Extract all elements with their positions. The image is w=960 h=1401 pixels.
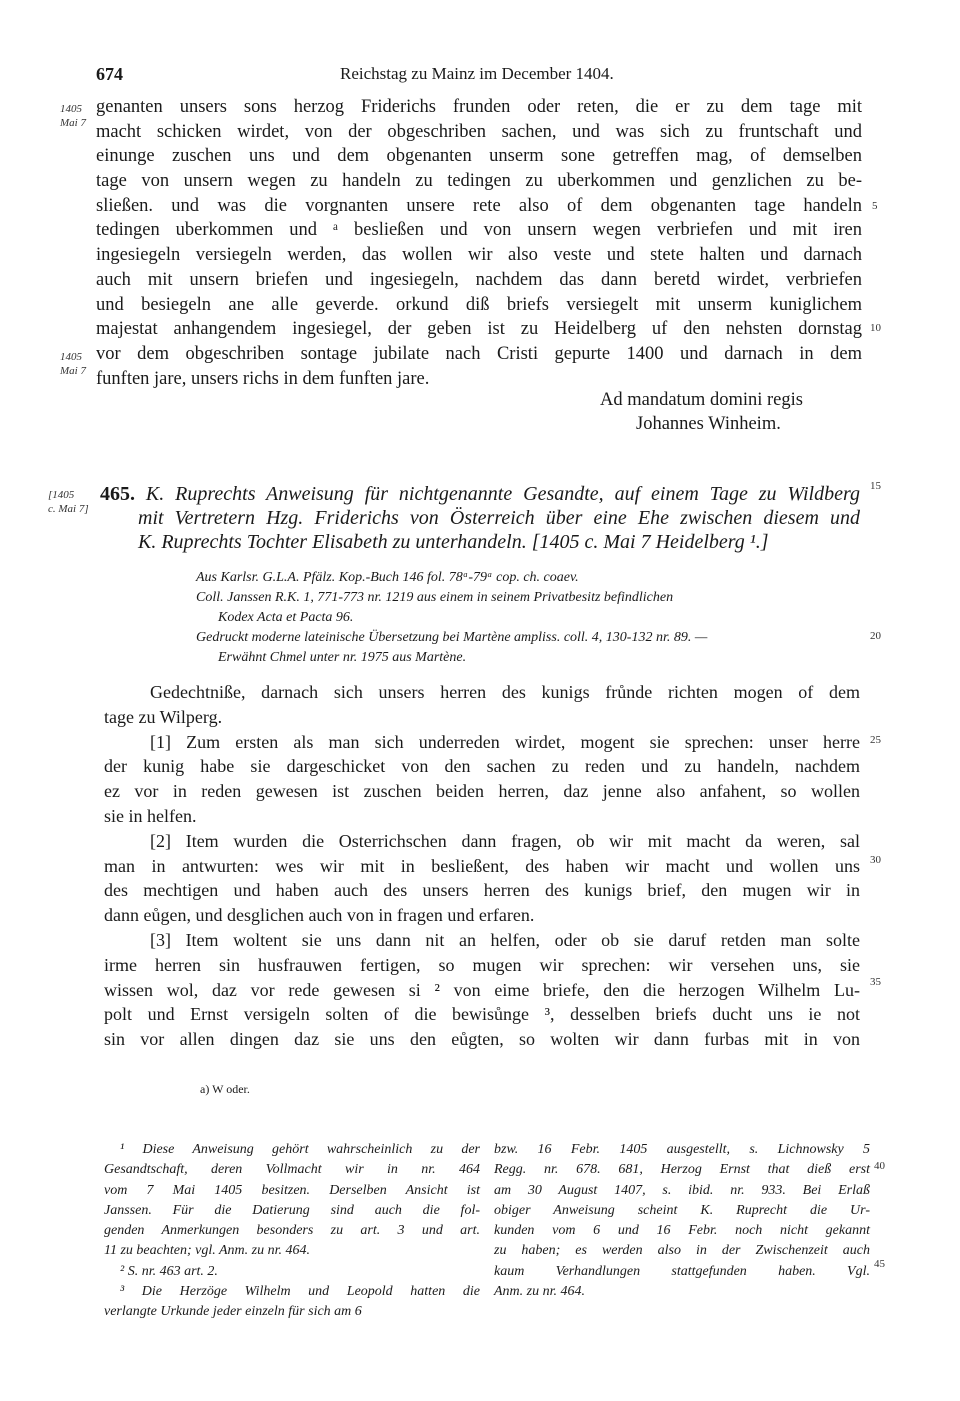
upper-text-block <box>96 95 862 391</box>
line-number: 35 <box>870 976 881 988</box>
running-title: Reichstag zu Mainz im December 1404. <box>340 64 614 83</box>
document-number: 465. <box>100 483 135 505</box>
text-line: macht schicken wirdet, von der obgeschriben sachen, und was sich zu fruntschaft und <box>96 121 862 142</box>
text-line: einunge zuschen uns und dem obgenanten unserm sone getreffen mag, of demselben <box>96 146 862 167</box>
source-line: Coll. Janssen R.K. 1, 771-773 nr. 1219 aus einem in seinem Privatbesitz befindlichen <box>196 590 674 605</box>
footnote-line: ² S. nr. 463 art. 2. <box>120 1263 218 1279</box>
margin-date-day: c. Mai 7] <box>48 503 89 515</box>
margin-date-day: Mai 7 <box>60 117 86 129</box>
footnote-line: Gesandtschaft, deren Vollmacht wir in nr. 464 <box>104 1162 480 1178</box>
text-line: [1] Zum ersten als man sich underreden wirdet, mogent sie sprechen: unser herre <box>150 731 860 752</box>
document-body <box>104 680 860 1052</box>
footnotes-left <box>104 1140 480 1323</box>
text-line: [3] Item woltent sie uns dann nit an helfen, oder ob sie daruf retden man solte <box>150 929 860 950</box>
footnote-line: vom 7 Mai 1405 besitzen. Derselben Ansicht ist <box>104 1182 480 1198</box>
footnote-line: genden Anmerkungen besonders zu art. 3 und art. <box>104 1223 480 1239</box>
margin-date-year: 1405 <box>60 103 82 115</box>
footnote-line: Regg. nr. 678. 681, Herzog Ernst that dieß erst <box>494 1162 870 1178</box>
text-line: irme herren sin husfrauwen fertigen, so mugen wir sprechen: wir versehen uns, sie <box>104 954 860 975</box>
title-line: K. Ruprechts Anweisung für nichtgenannte Gesandte, auf einem Tage zu Wildberg <box>145 483 860 505</box>
text-line: sin vor allen dingen daz sie uns den eůgten, so wolten wir dann furbas mit in von <box>104 1029 860 1050</box>
footnote-line: kunden vom 6 und 16 Febr. noch nicht gekannt <box>494 1223 870 1239</box>
line-number: 30 <box>870 854 881 866</box>
margin-date-year: 1405 <box>60 351 82 363</box>
line-number: 5 <box>872 200 878 212</box>
text-line: ez vor in reden gewesen ist zuschen beiden herren, daz jenne also anfahent, so wollen <box>104 781 860 802</box>
signature-name: Johannes Winheim. <box>636 414 781 434</box>
margin-date-day: Mai 7 <box>60 365 86 377</box>
signature-mandate: Ad mandatum domini regis <box>600 390 803 410</box>
text-line: man in antwurten: wes wir mit in besließent, des haben wir macht und wollen uns <box>104 855 860 876</box>
text-line: wissen wol, daz vor rede gewesen si ² von eime briefe, den die herzogen Wilhelm Lu- <box>104 979 860 1000</box>
margin-date-year: [1405 <box>48 489 75 501</box>
line-number: 20 <box>870 630 881 642</box>
footnote-line: am 30 August 1407, s. ibid. nr. 933. Bei Erlaß <box>494 1182 870 1198</box>
footnote-line: 11 zu beachten; vgl. Anm. zu nr. 464. <box>104 1243 310 1259</box>
apparatus-note: a) W oder. <box>200 1082 250 1096</box>
text-line: sie in helfen. <box>104 805 197 826</box>
text-line: und besiegeln ane alle geverde. orkund diß briefs versiegelt mit unserm kuniglichem <box>96 294 862 315</box>
text-line: Gedechtniße, darnach sich unsers herren des kunigs frůnde richten mogen of dem <box>150 682 860 702</box>
footnote-line: Anm. zu nr. 464. <box>494 1284 586 1300</box>
text-line: ingesiegeln versiegeln werden, das wollen wir also veste und stete halten und darnach <box>96 245 862 266</box>
text-line: der kunig habe sie dargeschicket von den sachen zu reden und zu handeln, nachdem <box>104 756 860 777</box>
footnote-line: kaum Verhandlungen stattgefunden haben. Vgl. <box>494 1263 870 1279</box>
text-line: tage zu Wilperg. <box>104 706 223 727</box>
line-number: 45 <box>874 1258 885 1270</box>
text-line: funften jare, unsers richs in dem funften jare. <box>96 368 430 389</box>
footnote-line: zu haben; es werden also in der Zwischenzeit auch <box>494 1243 870 1259</box>
footnote-line: ³ Die Herzöge Wilhelm und Leopold hatten die <box>120 1284 480 1300</box>
title-line: mit Vertretern Hzg. Friderichs von Österreich über eine Ehe zwischen diesem und <box>138 507 860 529</box>
margin-date-top <box>60 102 86 130</box>
footnote-line: obiger Anweisung scheint K. Ruprecht die Ur- <box>494 1202 870 1218</box>
title-line: K. Ruprechts Tochter Elisabeth zu unterhandeln. [1405 c. Mai 7 Heidelberg ¹.] <box>138 531 769 553</box>
line-number: 25 <box>870 734 881 746</box>
text-line: sließen. und was die vorgnanten unsere rete also of dem obgenanten tage handeln <box>96 195 862 216</box>
text-line: dann eůgen, und desglichen auch von in fragen und erfaren. <box>104 905 535 926</box>
document-title <box>100 482 860 554</box>
text-line: vor dem obgeschriben sontage jubilate nach Cristi gepurte 1400 und darnach in dem <box>96 343 862 364</box>
source-line: Aus Karlsr. G.L.A. Pfälz. Kop.-Buch 146 fol. 78ᵃ-79ᵃ cop. ch. coaev. <box>196 570 579 585</box>
text-line: majestat anhangendem ingesiegel, der geben ist zu Heidelberg uf den nehsten dornstag <box>96 319 862 340</box>
text-line: des mechtigen und haben auch des unsers herren des kunigs brief, den mugen wir in <box>104 880 860 901</box>
text-line: auch mit unsern briefen und ingesiegeln, nachdem das dann beretd wirdet, verbriefen <box>96 269 862 290</box>
source-line: Kodex Acta et Pacta 96. <box>218 610 354 625</box>
page-number: 674 <box>96 64 123 84</box>
text-line: [2] Item wurden die Osterrichschen dann fragen, ob wir mit macht da weren, sal <box>150 830 860 851</box>
footnote-line: ¹ Diese Anweisung gehört wahrscheinlich zu der <box>120 1142 480 1157</box>
text-line: tedingen uberkommen und ᵃ besließen und von unsern wegen verbriefen und mit iren <box>96 220 862 241</box>
line-number: 15 <box>870 480 881 492</box>
text-line: polt und Ernst versigeln solten of die bewisůnge ³, desselben briefs ducht uns ie not <box>104 1004 860 1025</box>
line-number: 40 <box>874 1160 885 1172</box>
text-line: genanten unsers sons herzog Friderichs frunden oder reten, die er zu dem tage mit <box>96 97 862 117</box>
margin-date-middle <box>60 350 86 378</box>
text-line: tage von unsern wegen zu handeln zu tedingen zu uberkommen und genzlichen zu be- <box>96 171 862 192</box>
source-notes <box>196 568 836 668</box>
source-line: Gedruckt moderne lateinische Übersetzung bei Martène ampliss. coll. 4, 130-132 nr. 89. — <box>196 630 708 645</box>
line-number: 10 <box>870 322 881 334</box>
footnote-line: verlangte Urkunde jeder einzeln für sich am 6 <box>104 1304 362 1320</box>
footnote-line: bzw. 16 Febr. 1405 ausgestellt, s. Lichnowsky 5 <box>494 1142 870 1157</box>
footnotes-right <box>494 1140 870 1302</box>
footnote-line: Janssen. Für die Datierung sind auch die fol- <box>104 1202 480 1218</box>
margin-date-document <box>48 488 89 516</box>
source-line: Erwähnt Chmel unter nr. 1975 aus Martène. <box>218 650 467 665</box>
